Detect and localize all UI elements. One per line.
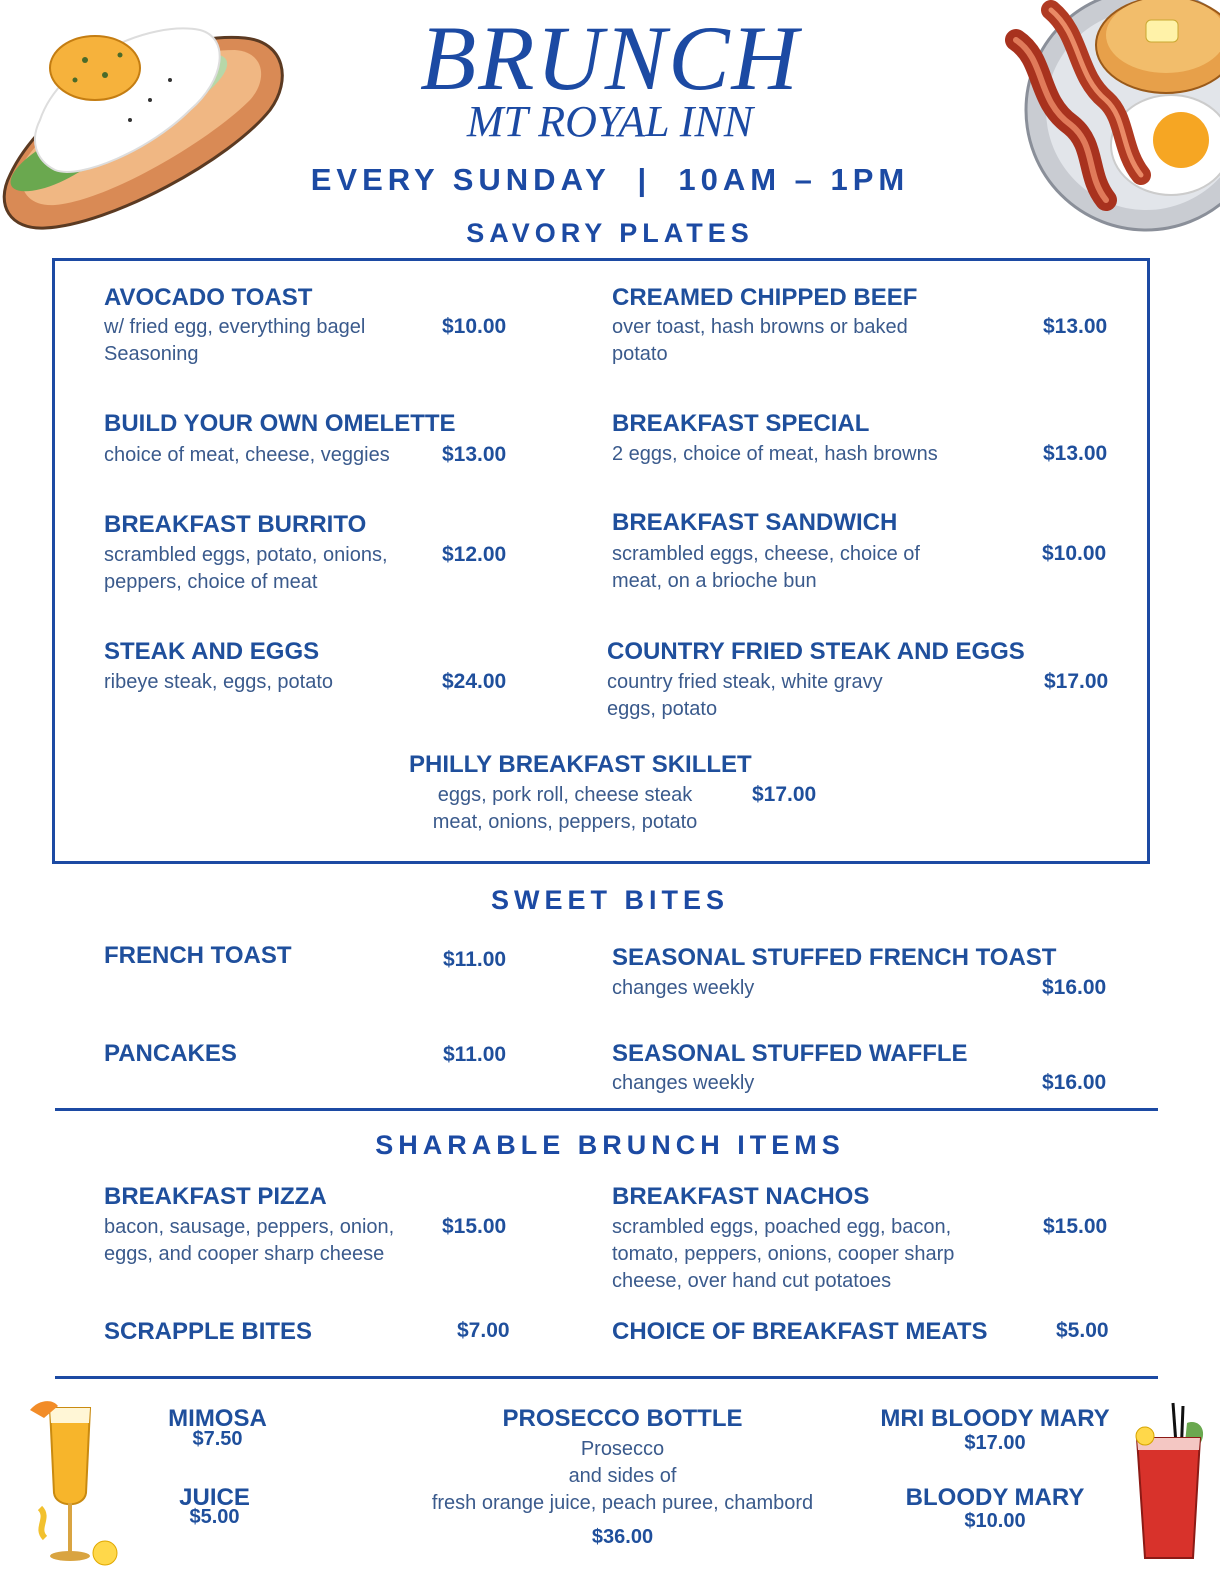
item-desc: w/ fried egg, everything bagel Seasoning [104,316,366,365]
item-desc: choice of meat, cheese, veggies [104,444,390,466]
item-desc: over toast, hash browns or baked potato [612,316,908,365]
item-desc: scrambled eggs, potato, onions, peppers, choice of meat [104,544,388,593]
divider [55,1376,1158,1379]
item-desc: changes weekly [612,977,755,999]
section-heading-sharable: SHARABLE BRUNCH ITEMS [375,1130,845,1160]
item-price: $15.00 [1043,1215,1108,1238]
item-price: $16.00 [1042,1071,1107,1094]
item-name: BREAKFAST SANDWICH [612,509,898,536]
item-name: SCRAPPLE BITES [104,1318,313,1345]
drink-price: $10.00 [964,1510,1026,1532]
item-price: $12.00 [442,543,507,566]
item-price: $13.00 [1043,442,1108,465]
item-name: BREAKFAST SPECIAL [612,410,870,437]
item-price: $16.00 [1042,976,1107,999]
drink-desc: Prosecco and sides of fresh orange juice, peach puree, chambord [431,1438,814,1514]
drink-name: PROSECCO BOTTLE [502,1405,743,1432]
item-price: $13.00 [442,443,507,466]
item-price: $13.00 [1043,315,1108,338]
section-heading-sweet: SWEET BITES [490,885,729,915]
item-desc: bacon, sausage, peppers, onion, eggs, and cooper sharp cheese [104,1216,395,1265]
item-name: SEASONAL STUFFED WAFFLE [612,1040,968,1067]
item-name: BUILD YOUR OWN OMELETTE [104,410,456,437]
item-name: CREAMED CHIPPED BEEF [612,284,918,311]
drink-name: BLOODY MARY [905,1484,1085,1511]
item-name: PANCAKES [104,1040,237,1067]
item-name: CHOICE OF BREAKFAST MEATS [612,1318,988,1345]
item-price: $11.00 [443,1043,507,1066]
bloody-mary-glass-illustration [1125,1398,1220,1570]
section-heading-savory: SAVORY PLATES [466,218,754,248]
item-price: $11.00 [443,948,507,971]
mimosa-glass-illustration [20,1398,130,1568]
item-name: BREAKFAST NACHOS [612,1183,870,1210]
item-price: $10.00 [442,315,507,338]
item-name: FRENCH TOAST [104,942,292,969]
item-name: AVOCADO TOAST [104,284,313,311]
item-desc: ribeye steak, eggs, potato [104,671,334,693]
item-desc: eggs, pork roll, cheese steak meat, onions, peppers, potato [432,784,698,833]
drink-price: $5.00 [189,1506,240,1528]
item-price: $10.00 [1042,542,1107,565]
item-desc: 2 eggs, choice of meat, hash browns [612,443,938,465]
item-name: SEASONAL STUFFED FRENCH TOAST [612,944,1057,971]
item-desc: changes weekly [612,1072,755,1094]
drink-name: JUICE [179,1484,250,1511]
item-price: $17.00 [1044,670,1109,693]
menu-title: BRUNCH [420,7,800,109]
drink-price: $36.00 [591,1526,654,1548]
drink-name: MRI BLOODY MARY [880,1405,1110,1432]
drink-price: $17.00 [964,1432,1026,1454]
item-desc: scrambled eggs, poached egg, bacon, tomato, peppers, onions, cooper sharp cheese, over hand cut potatoes [612,1216,955,1292]
item-name: COUNTRY FRIED STEAK AND EGGS [607,638,1025,665]
item-desc: country fried steak, white gravy eggs, potato [607,671,883,720]
item-desc: scrambled eggs, cheese, choice of meat, on a brioche bun [612,543,920,592]
drink-name: MIMOSA [168,1405,267,1432]
item-price: $15.00 [442,1215,507,1238]
item-name: PHILLY BREAKFAST SKILLET [409,751,752,778]
item-name: BREAKFAST PIZZA [104,1183,327,1210]
schedule: EVERY SUNDAY | 10AM – 1PM [310,162,910,197]
item-name: BREAKFAST BURRITO [104,511,367,538]
item-price: $17.00 [752,783,817,806]
drink-price: $7.50 [192,1428,243,1450]
divider [55,1108,1158,1111]
item-name: STEAK AND EGGS [104,638,320,665]
restaurant-name: MT ROYAL INN [466,97,754,146]
item-price: $5.00 [1056,1319,1109,1342]
item-price: $7.00 [457,1319,510,1342]
item-price: $24.00 [442,670,507,693]
